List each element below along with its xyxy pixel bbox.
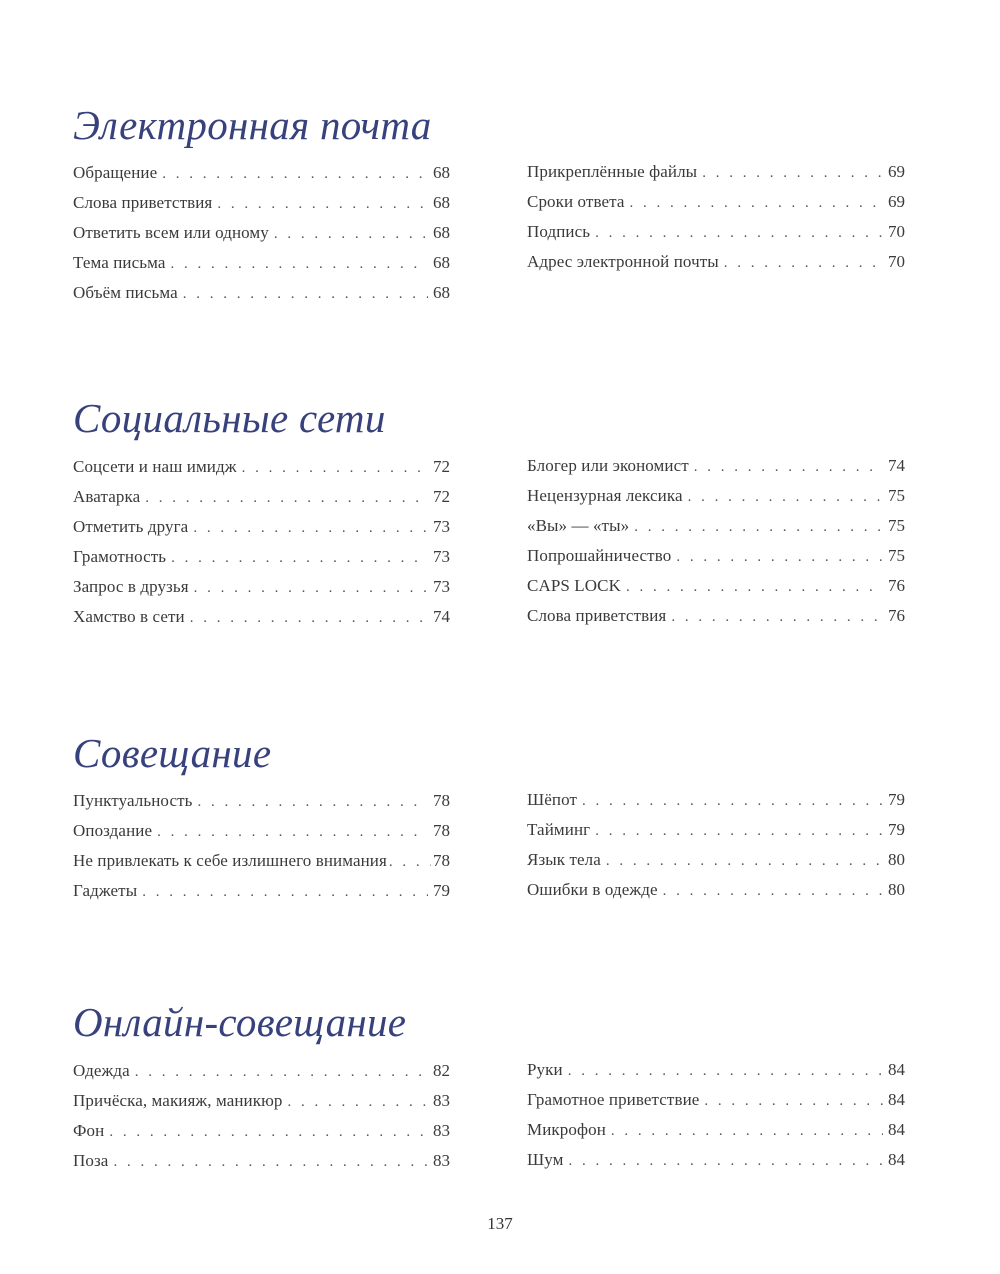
leader-dots (242, 453, 428, 483)
toc-entry-label: Ошибки в одежде (527, 880, 658, 899)
toc-entry[interactable] (527, 815, 905, 845)
toc-entry-label: Подпись (527, 222, 591, 241)
leader-dots (634, 512, 883, 542)
toc-entry-page: 79 (888, 790, 905, 809)
toc-column-left (73, 786, 450, 906)
toc-entry-page: 73 (433, 517, 450, 536)
toc-entry[interactable] (73, 512, 450, 542)
toc-entry-page: 68 (433, 253, 450, 272)
leader-dots (288, 1087, 428, 1117)
leader-dots (568, 1056, 883, 1086)
toc-entry-page: 84 (888, 1090, 905, 1109)
toc-entry-label: Одежда (73, 1061, 130, 1080)
toc-entry-label: Поза (73, 1151, 109, 1170)
toc-entry-page: 74 (433, 607, 450, 626)
toc-entry-label: «Вы» — «ты» (527, 516, 630, 535)
toc-entry-label: Тайминг (527, 820, 591, 839)
toc-entry-label: Фон (73, 1121, 105, 1140)
toc-entry-label: Запрос в друзья (73, 577, 189, 596)
toc-entry-label: Микрофон (527, 1120, 606, 1139)
toc-entry-page: 84 (888, 1060, 905, 1079)
toc-entry-label: Хамство в сети (73, 607, 185, 626)
toc-entry-label: Шум (527, 1150, 564, 1169)
toc-entry[interactable] (73, 816, 450, 846)
toc-entry[interactable] (73, 602, 450, 632)
toc-column-left (73, 452, 450, 632)
toc-entry-label: Грамотность (73, 547, 167, 566)
toc-entry[interactable] (527, 1115, 905, 1145)
toc-entry[interactable] (527, 187, 905, 217)
toc-entry-label: Причёска, макияж, маникюр (73, 1091, 283, 1110)
leader-dots (676, 542, 883, 572)
toc-entry-label: Язык тела (527, 850, 601, 869)
toc-entry-label: CAPS LOCK (527, 576, 621, 595)
toc-entry-page: 75 (888, 516, 905, 535)
toc-entry[interactable] (73, 248, 450, 278)
toc-entry-page: 79 (433, 881, 450, 900)
toc-entry-label: Слова приветствия (527, 606, 667, 625)
toc-entry-label: Обращение (73, 163, 158, 182)
toc-entry[interactable] (73, 218, 450, 248)
toc-entry[interactable] (73, 876, 450, 906)
leader-dots (183, 279, 428, 309)
toc-entry[interactable] (73, 572, 450, 602)
toc-entry-page: 73 (433, 577, 450, 596)
toc-column-right (527, 1055, 905, 1175)
toc-entry[interactable] (527, 571, 905, 601)
toc-entry-label: Слова приветствия (73, 193, 213, 212)
leader-dots (171, 249, 429, 279)
toc-column-right (527, 785, 905, 905)
toc-entry-page: 76 (888, 606, 905, 625)
leader-dots (194, 573, 428, 603)
leader-dots (162, 159, 428, 189)
toc-entry-page: 73 (433, 547, 450, 566)
leader-dots (217, 189, 428, 219)
toc-entry-page: 68 (433, 283, 450, 302)
toc-entry-label: Гаджеты (73, 881, 138, 900)
toc-entry[interactable] (527, 845, 905, 875)
toc-entry[interactable] (527, 451, 905, 481)
leader-dots (626, 572, 883, 602)
toc-entry-page: 78 (433, 791, 450, 810)
toc-entry[interactable] (527, 157, 905, 187)
toc-entry-page: 84 (888, 1150, 905, 1169)
toc-entry-page: 80 (888, 880, 905, 899)
leader-dots (606, 846, 883, 876)
page-number: 137 (487, 1214, 513, 1233)
toc-entry[interactable] (527, 541, 905, 571)
toc-entry-page: 83 (433, 1151, 450, 1170)
leader-dots (568, 1146, 883, 1176)
toc-entry-page: 68 (433, 223, 450, 242)
toc-entry-label: Аватарка (73, 487, 141, 506)
toc-entry-page: 82 (433, 1061, 450, 1080)
section-title: Совещание (73, 730, 272, 776)
leader-dots (724, 248, 883, 278)
leader-dots (663, 876, 883, 906)
toc-entry[interactable] (73, 786, 450, 816)
toc-entry[interactable] (73, 482, 450, 512)
toc-entry[interactable] (73, 1086, 450, 1116)
toc-entry[interactable] (73, 1116, 450, 1146)
toc-entry-page: 69 (888, 192, 905, 211)
leader-dots (109, 1117, 428, 1147)
leader-dots (190, 603, 428, 633)
toc-entry-label: Руки (527, 1060, 563, 1079)
toc-column-right (527, 451, 905, 631)
toc-entry-page: 75 (888, 486, 905, 505)
leader-dots (671, 602, 883, 632)
leader-dots (704, 1086, 883, 1116)
toc-entry[interactable] (73, 846, 450, 876)
leader-dots (157, 817, 428, 847)
leader-dots (142, 877, 428, 907)
toc-entry-label: Пунктуальность (73, 791, 193, 810)
toc-entry[interactable] (527, 1055, 905, 1085)
toc-entry-page: 70 (888, 222, 905, 241)
toc-entry-label: Сроки ответа (527, 192, 625, 211)
toc-entry-label: Прикреплённые файлы (527, 162, 698, 181)
toc-entry-label: Нецензурная лексика (527, 486, 683, 505)
toc-entry[interactable] (527, 601, 905, 631)
leader-dots (145, 483, 428, 513)
toc-entry-label: Отметить друга (73, 517, 189, 536)
leader-dots (113, 1147, 428, 1177)
toc-entry-page: 68 (433, 193, 450, 212)
toc-entry[interactable] (527, 247, 905, 277)
leader-dots (688, 482, 883, 512)
toc-entry-page: 68 (433, 163, 450, 182)
toc-entry[interactable] (73, 158, 450, 188)
toc-entry[interactable] (73, 452, 450, 482)
toc-entry[interactable] (73, 278, 450, 308)
toc-entry-label: Попрошайничество (527, 546, 672, 565)
toc-entry-page: 80 (888, 850, 905, 869)
leader-dots (611, 1116, 883, 1146)
toc-entry[interactable] (527, 511, 905, 541)
leader-dots (135, 1057, 428, 1087)
leader-dots (274, 219, 428, 249)
toc-entry-label: Не привлекать к себе излишнего внимания (73, 851, 387, 870)
section-title: Онлайн-совещание (73, 999, 407, 1045)
toc-entry-page: 79 (888, 820, 905, 839)
toc-entry-page: 76 (888, 576, 905, 595)
toc-entry-page: 70 (888, 252, 905, 271)
leader-dots (702, 158, 883, 188)
toc-entry-label: Объём письма (73, 283, 178, 302)
toc-entry[interactable] (527, 785, 905, 815)
toc-entry-page: 83 (433, 1121, 450, 1140)
leader-dots (630, 188, 883, 218)
toc-entry-page: 84 (888, 1120, 905, 1139)
toc-entry-page: 83 (433, 1091, 450, 1110)
toc-entry[interactable] (73, 542, 450, 572)
toc-entry-page: 72 (433, 487, 450, 506)
toc-entry-page: 74 (888, 456, 905, 475)
leader-dots (694, 452, 883, 482)
toc-column-left (73, 158, 450, 308)
toc-entry[interactable] (73, 188, 450, 218)
toc-entry[interactable] (527, 875, 905, 905)
section-title: Социальные сети (73, 395, 386, 441)
leader-dots (197, 787, 428, 817)
section-title: Электронная почта (73, 102, 432, 148)
toc-entry-label: Блогер или экономист (527, 456, 689, 475)
toc-entry-label: Шёпот (527, 790, 577, 809)
leader-dots (389, 847, 431, 877)
toc-entry-label: Опоздание (73, 821, 153, 840)
toc-entry-page: 72 (433, 457, 450, 476)
toc-entry-label: Грамотное приветствие (527, 1090, 700, 1109)
toc-entry[interactable] (73, 1056, 450, 1086)
toc-column-left (73, 1056, 450, 1176)
leader-dots (582, 786, 883, 816)
toc-entry[interactable] (527, 481, 905, 511)
leader-dots (193, 513, 428, 543)
toc-entry-page: 69 (888, 162, 905, 181)
toc-entry-label: Адрес электронной почты (527, 252, 719, 271)
toc-entry-label: Соцсети и наш имидж (73, 457, 237, 476)
toc-entry-label: Ответить всем или одному (73, 223, 269, 242)
toc-column-right (527, 157, 905, 277)
toc-entry[interactable] (527, 1145, 905, 1175)
toc-entry[interactable] (527, 1085, 905, 1115)
toc-entry[interactable] (73, 1146, 450, 1176)
leader-dots (171, 543, 428, 573)
toc-entry-label: Тема письма (73, 253, 166, 272)
toc-entry-page: 78 (433, 851, 450, 870)
toc-entry-page: 75 (888, 546, 905, 565)
leader-dots (595, 816, 883, 846)
toc-entry[interactable] (527, 217, 905, 247)
leader-dots (595, 218, 883, 248)
toc-entry-page: 78 (433, 821, 450, 840)
